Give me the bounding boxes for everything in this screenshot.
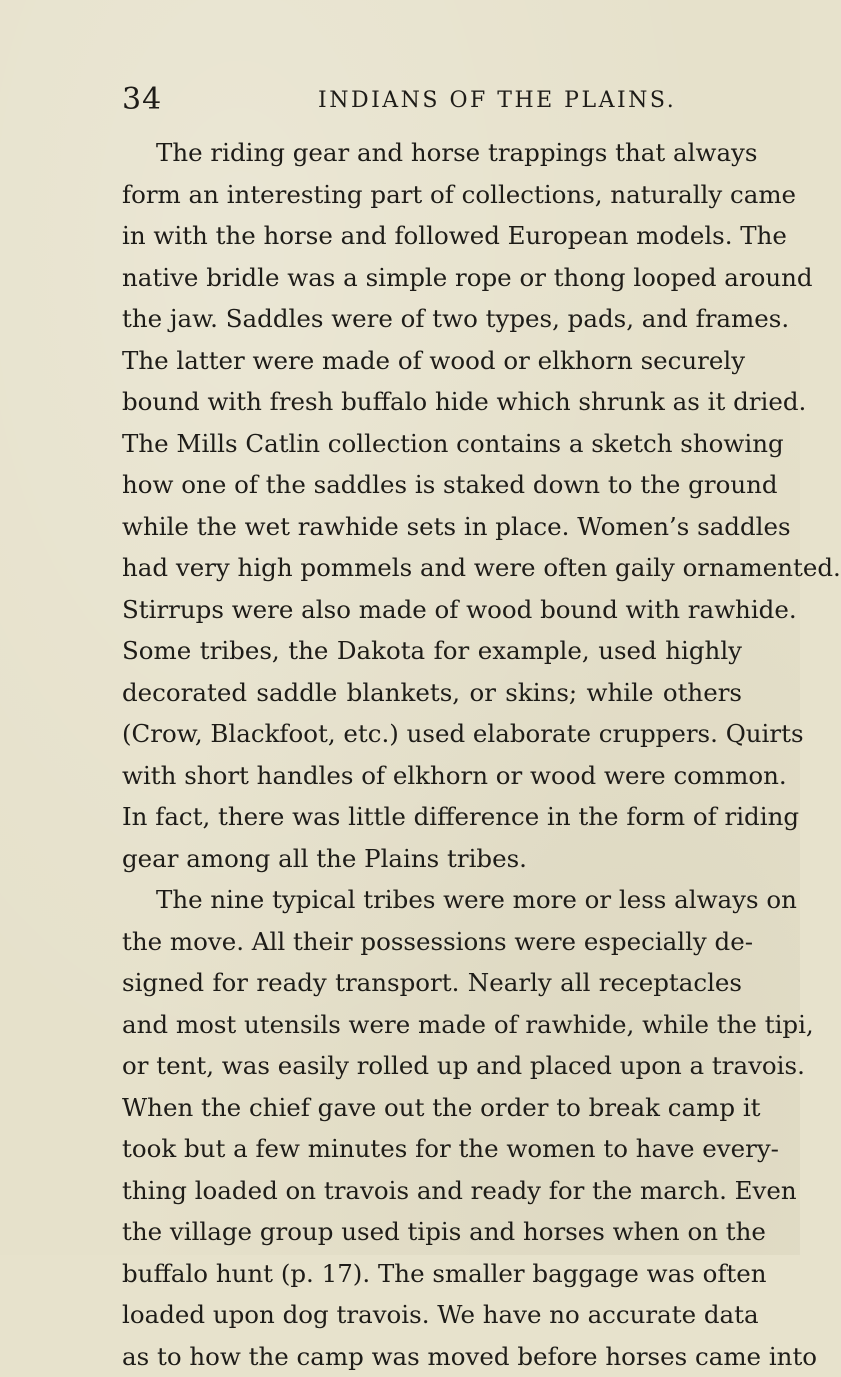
text-line: the jaw. Saddles were of two types, pads, and frames. (122, 298, 742, 340)
text-line: signed for ready transport. Nearly all receptacles (122, 962, 742, 1004)
text-line: form an interesting part of collections, naturally came (122, 174, 742, 216)
text-line: bound with fresh buffalo hide which shrunk as it dried. (122, 381, 742, 423)
text-line: The Mills Catlin collection contains a sketch showing (122, 423, 742, 465)
running-head (122, 80, 742, 120)
text-line: the village group used tipis and horses when on the (122, 1211, 742, 1253)
text-line: the move. All their possessions were especially de- (122, 921, 742, 963)
page-number: 34 (122, 80, 162, 120)
text-line: had very high pommels and were often gaily ornamented. (122, 547, 742, 589)
running-title: INDIANS OF THE PLAINS. (318, 86, 676, 116)
text-line: buffalo hunt (p. 17). The smaller baggage was often (122, 1253, 742, 1295)
text-line: thing loaded on travois and ready for the march. Even (122, 1170, 742, 1212)
text-line: The nine typical tribes were more or less always on (122, 879, 742, 921)
text-line: with short handles of elkhorn or wood were common. (122, 755, 742, 797)
text-line: loaded upon dog travois. We have no accurate data (122, 1294, 742, 1336)
text-line: The riding gear and horse trappings that always (122, 132, 742, 174)
text-line: native bridle was a simple rope or thong looped around (122, 257, 742, 299)
text-line: Some tribes, the Dakota for example, used highly (122, 630, 742, 672)
text-line: as to how the camp was moved before horses came into (122, 1336, 742, 1377)
text-line: while the wet rawhide sets in place. Women’s saddles (122, 506, 742, 548)
text-line: decorated saddle blankets, or skins; while others (122, 672, 742, 714)
body-text (122, 132, 742, 1377)
paragraph-riding-gear (122, 132, 742, 879)
text-line: In fact, there was little difference in the form of riding (122, 796, 742, 838)
text-line: The latter were made of wood or elkhorn securely (122, 340, 742, 382)
text-line: took but a few minutes for the women to have every- (122, 1128, 742, 1170)
text-line: or tent, was easily rolled up and placed upon a travois. (122, 1045, 742, 1087)
text-line: in with the horse and followed European models. The (122, 215, 742, 257)
text-line: gear among all the Plains tribes. (122, 838, 742, 880)
text-line: and most utensils were made of rawhide, while the tipi, (122, 1004, 742, 1046)
text-line: When the chief gave out the order to break camp it (122, 1087, 742, 1129)
text-line: how one of the saddles is staked down to the ground (122, 464, 742, 506)
text-line: Stirrups were also made of wood bound with rawhide. (122, 589, 742, 631)
paragraph-nomadic-life (122, 879, 742, 1377)
text-line: (Crow, Blackfoot, etc.) used elaborate cruppers. Quirts (122, 713, 742, 755)
